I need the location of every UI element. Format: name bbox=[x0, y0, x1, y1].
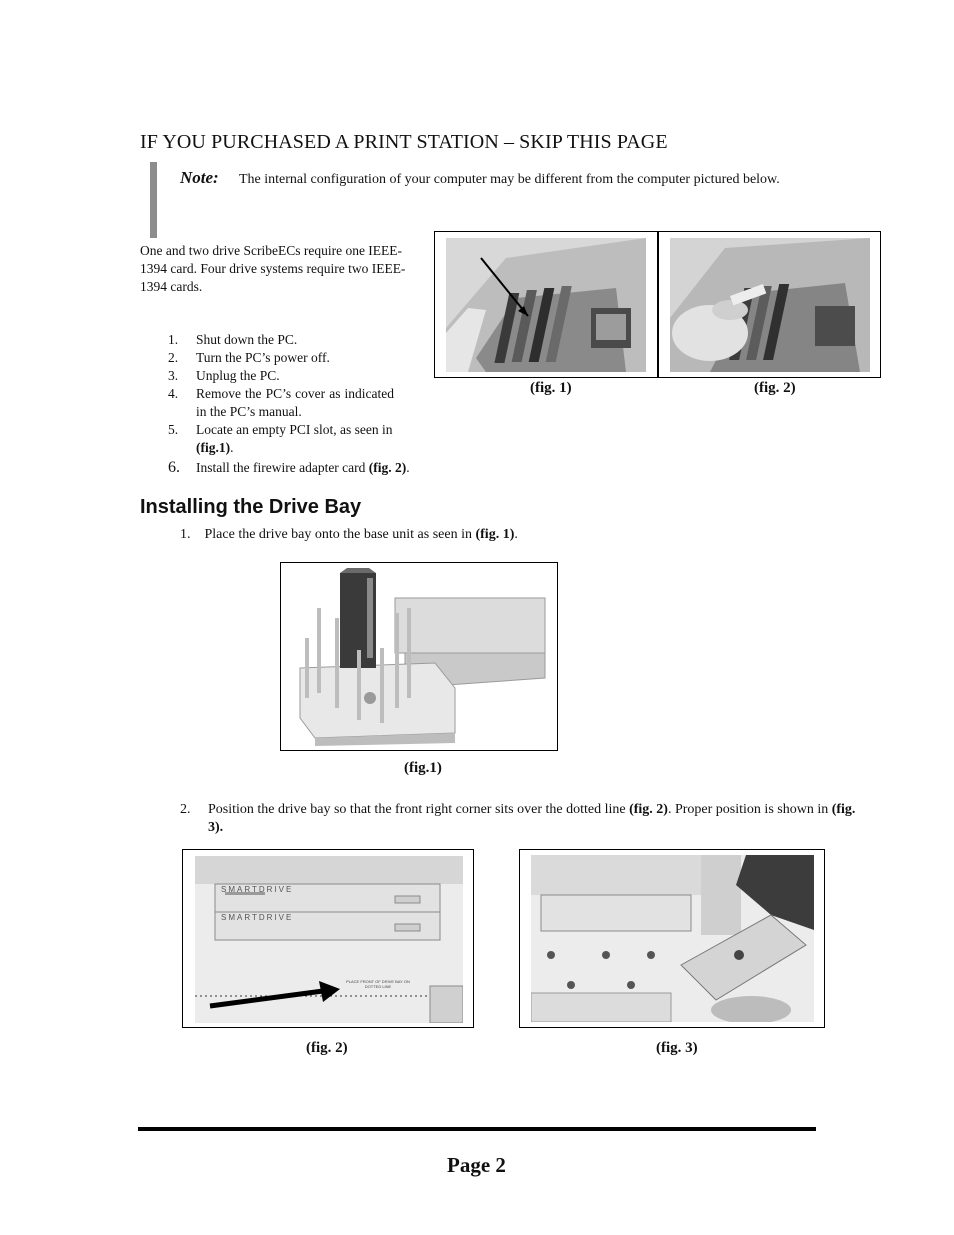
card-install-photo bbox=[670, 238, 870, 372]
list-item: 5. Locate an empty PCI slot, as seen in (fig.1). bbox=[168, 422, 393, 455]
proper-position-photo bbox=[531, 855, 814, 1022]
drive-label: SMARTDRIVE bbox=[221, 913, 294, 922]
drive-bay-figure-1 bbox=[280, 562, 558, 751]
pc-fig2-caption: (fig. 2) bbox=[754, 380, 796, 396]
pc-figure-2 bbox=[658, 231, 881, 378]
dotted-line-label: PLACE FRONT OF DRIVE BAY ON DOTTED LINE bbox=[346, 979, 410, 989]
drive-label: SMARTDRIVE bbox=[221, 885, 294, 894]
list-item: 1. Shut down the PC. bbox=[168, 332, 298, 347]
list-item: 4. Remove the PC’s cover as indicated in the PC’s manual. bbox=[168, 386, 394, 419]
pc-steps-list bbox=[168, 331, 410, 477]
note-text: The internal configuration of your computer may be different from the computer pictured below. bbox=[239, 172, 780, 187]
footer-rule bbox=[138, 1127, 816, 1131]
list-item: 6. Install the firewire adapter card (fig. 2). bbox=[168, 459, 410, 476]
drive-bay-step-2: 2. Position the drive bay so that the front right corner sits over the dotted line (fig. 2). Proper position is shown in (fig. 3). bbox=[180, 802, 856, 835]
pci-slot-photo bbox=[446, 238, 646, 372]
drive-bay-photo bbox=[295, 568, 547, 746]
note-label: Note: bbox=[180, 168, 219, 187]
dotted-line-photo bbox=[195, 856, 463, 1023]
drive-bay-fig3-caption: (fig. 3) bbox=[656, 1040, 698, 1056]
note-bar bbox=[150, 162, 157, 238]
pc-figure-1 bbox=[434, 231, 658, 378]
intro-paragraph: One and two drive ScribeECs require one IEEE-1394 card. Four drive systems require two IEEE-1394 cards. bbox=[140, 243, 406, 294]
page-heading: IF YOU PURCHASED A PRINT STATION – SKIP THIS PAGE bbox=[140, 131, 668, 153]
section-title: Installing the Drive Bay bbox=[140, 496, 362, 518]
list-item: 3. Unplug the PC. bbox=[168, 368, 280, 383]
pc-fig1-caption: (fig. 1) bbox=[530, 380, 572, 396]
drive-bay-figure-3 bbox=[519, 849, 825, 1028]
drive-bay-step-1: 1. Place the drive bay onto the base unit as seen in (fig. 1). bbox=[180, 527, 518, 542]
drive-bay-figure-2 bbox=[182, 849, 474, 1028]
drive-bay-fig1-caption: (fig.1) bbox=[404, 760, 442, 776]
drive-bay-fig2-caption: (fig. 2) bbox=[306, 1040, 348, 1056]
page-number: Page 2 bbox=[447, 1153, 506, 1177]
list-item: 2. Turn the PC’s power off. bbox=[168, 350, 330, 365]
